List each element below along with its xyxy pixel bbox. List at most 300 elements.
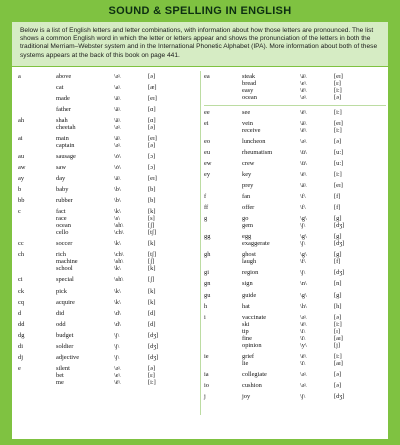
example-word: rheumatism (242, 149, 273, 156)
mw-symbol: \j\ (114, 353, 120, 361)
mw-symbol: \g\ (300, 215, 307, 223)
table-row (204, 371, 386, 378)
mw-symbol: \a\ (114, 83, 121, 91)
mw-symbol: \i\ (300, 327, 306, 335)
example-word: main (56, 135, 69, 143)
mw-symbol-cell (114, 84, 148, 91)
mw-symbol: \j\ (300, 392, 306, 400)
example-word: captain (56, 142, 75, 150)
ipa-symbol-cell (334, 292, 364, 299)
ipa-symbol: [g] (334, 233, 342, 241)
example-word: grief (242, 352, 255, 360)
row-separator (204, 105, 386, 106)
mw-symbol: \sh\ (114, 222, 124, 230)
example-word: sign (242, 280, 253, 288)
example-word-cell (56, 197, 114, 204)
mw-symbol-cell (300, 120, 334, 134)
table-row (204, 204, 386, 211)
example-word: crew (242, 160, 255, 168)
letter-cell: dg (18, 331, 25, 339)
example-word: rubber (56, 197, 73, 205)
mw-symbol-cell (114, 73, 148, 80)
ipa-symbol: [u:] (334, 149, 344, 156)
mw-symbol: \j\ (300, 240, 306, 248)
ipa-symbol: [ə] (334, 370, 342, 378)
ipa-symbol-cell (148, 299, 178, 306)
table-row (18, 332, 200, 339)
ipa-symbol-cell (148, 197, 178, 204)
mw-symbol-cell (300, 303, 334, 310)
example-word-cell (56, 343, 114, 350)
letter-cell: g (204, 215, 208, 223)
example-word: fine (242, 334, 252, 342)
mw-symbol-cell (114, 343, 148, 350)
table-row (204, 251, 386, 265)
table-row (18, 208, 200, 236)
letter-cell: aw (18, 164, 26, 172)
table-row (18, 95, 200, 102)
ipa-symbol-cell (148, 106, 178, 113)
mw-symbol: \ə\ (300, 381, 307, 389)
ipa-symbol: [f] (334, 204, 341, 212)
example-word: odd (56, 320, 66, 328)
letter-cell: di (18, 342, 23, 350)
ipa-symbol-cell (148, 95, 178, 102)
mw-symbol-cell (114, 95, 148, 102)
mw-symbol: \ə\ (114, 364, 121, 372)
mw-symbol: \ä\ (114, 117, 121, 124)
example-word: easy (242, 86, 254, 94)
letter-cell: ck (18, 287, 25, 295)
ipa-symbol: [ɑ] (148, 117, 156, 124)
example-word-cell (56, 175, 114, 182)
example-word: father (56, 105, 71, 113)
ipa-symbol: [ə] (334, 313, 342, 321)
ipa-symbol-cell (334, 314, 364, 349)
example-word-cell (242, 314, 300, 349)
mw-symbol: \f\ (300, 193, 306, 201)
mw-symbol: \f\ (300, 204, 306, 212)
example-word-cell (56, 310, 114, 317)
letter-cell: e (18, 364, 21, 372)
example-word: opinion (242, 341, 262, 349)
ipa-symbol-cell (334, 73, 364, 101)
mw-symbol: \ā\ (300, 72, 307, 80)
table-row (18, 175, 200, 182)
letter-cell: ia (204, 370, 209, 378)
example-word: tip (242, 327, 249, 335)
ipa-symbol-cell (148, 251, 178, 272)
mw-symbol-cell (300, 314, 334, 349)
example-word: gem (242, 222, 254, 230)
ipa-symbol: [i:] (334, 86, 342, 94)
mw-symbol-cell (300, 382, 334, 389)
mw-symbol: \j\ (300, 222, 306, 230)
mw-symbol-cell (114, 354, 148, 361)
example-word-cell (242, 204, 300, 211)
ipa-symbol: [k] (148, 298, 156, 306)
mw-symbol: \d\ (114, 309, 121, 317)
mw-symbol: \ə\ (300, 313, 307, 321)
table-column-left (18, 73, 200, 390)
letter-cell: ey (204, 171, 211, 179)
ipa-symbol: [f] (334, 193, 341, 201)
mw-symbol: \ā\ (114, 135, 121, 143)
ipa-symbol: [b] (148, 186, 156, 194)
example-word: prey (242, 182, 254, 190)
example-word: day (56, 175, 66, 183)
mw-symbol-cell (300, 251, 334, 265)
mw-symbol-cell (114, 365, 148, 386)
ipa-symbol-cell (334, 160, 364, 167)
example-word: race (56, 215, 67, 223)
mw-symbol: \d\ (114, 320, 121, 328)
mw-symbol: \sh\ (114, 276, 124, 284)
example-word: cello (56, 229, 69, 237)
mw-symbol-cell (300, 280, 334, 287)
ipa-symbol: [dʒ] (148, 331, 159, 339)
example-word-cell (56, 321, 114, 328)
example-word: made (56, 94, 70, 102)
ipa-symbol: [j] (334, 341, 341, 349)
table-column-right (204, 73, 386, 404)
example-word: ocean (56, 222, 71, 230)
table-row (204, 269, 386, 276)
mw-symbol-cell (300, 353, 334, 367)
ipa-symbol-cell (334, 204, 364, 211)
ipa-symbol: [ɔ] (148, 153, 156, 161)
ipa-symbol: [k] (148, 208, 156, 216)
mw-symbol: \g\ (300, 233, 307, 241)
example-word: sausage (56, 153, 76, 161)
table-row (18, 84, 200, 91)
ipa-symbol: [eɪ] (148, 94, 157, 102)
mw-symbol: \ē\ (300, 171, 307, 179)
table-row (18, 135, 200, 149)
mw-symbol-cell (300, 193, 334, 200)
ipa-symbol-cell (334, 382, 364, 389)
mw-symbol: \g\ (300, 251, 307, 259)
example-word-cell (242, 382, 300, 389)
example-word: did (56, 309, 65, 317)
ipa-symbol: [ə] (334, 137, 342, 145)
ipa-symbol: [ɑ] (148, 105, 156, 113)
table-row (18, 117, 200, 131)
example-word: collegiate (242, 370, 267, 378)
ipa-symbol: [ɛ] (148, 371, 155, 379)
mw-symbol-cell (114, 164, 148, 171)
mw-symbol-cell (300, 149, 334, 156)
example-word: shah (56, 117, 68, 124)
letter-cell: gg (204, 233, 211, 241)
mw-symbol-cell (300, 109, 334, 116)
ipa-symbol: [i:] (334, 126, 342, 134)
ipa-symbol: [eɪ] (148, 135, 157, 143)
ipa-symbol-cell (334, 280, 364, 287)
ipa-symbol: [k] (148, 265, 156, 273)
example-word: pick (56, 287, 68, 295)
mw-symbol: \ā\ (114, 94, 121, 102)
ipa-symbol-cell (334, 353, 364, 367)
letter-cell: gu (204, 291, 211, 299)
mw-symbol-cell (114, 299, 148, 306)
example-word: cheetah (56, 124, 76, 131)
letter-cell: d (18, 309, 22, 317)
mw-symbol: \ə\ (114, 72, 121, 80)
ipa-symbol-cell (334, 371, 364, 378)
ipa-symbol-cell (334, 193, 364, 200)
ipa-symbol: [ə] (148, 124, 156, 131)
table-row (18, 343, 200, 350)
table-row (204, 138, 386, 145)
mw-symbol: \e\ (114, 371, 121, 379)
example-word: cat (56, 83, 64, 91)
letter-cell (18, 106, 56, 113)
ipa-symbol-cell (148, 332, 178, 339)
example-word-cell (242, 149, 300, 156)
mw-symbol-cell (114, 276, 148, 283)
table-row (18, 310, 200, 317)
ipa-symbol: [g] (334, 291, 342, 299)
example-word: bread (242, 79, 257, 87)
mw-symbol: \ē\ (300, 86, 307, 94)
example-word-cell (242, 251, 300, 265)
letter-cell: ea (204, 72, 210, 80)
mw-symbol: \ā\ (114, 175, 121, 183)
mw-symbol-cell (300, 269, 334, 276)
letter-cell: ff (204, 204, 209, 212)
mw-symbol-cell (114, 153, 148, 160)
example-word: special (56, 276, 74, 284)
ipa-symbol: [aɪ] (334, 334, 343, 342)
example-word-cell (242, 73, 300, 101)
mw-symbol: \n\ (300, 280, 307, 288)
ipa-symbol: [eɪ] (334, 182, 343, 190)
example-word: soldier (56, 342, 74, 350)
mw-symbol: \ü\ (300, 160, 307, 168)
mw-symbol: \y\ (300, 341, 307, 349)
mw-symbol-cell (114, 197, 148, 204)
table-row (18, 197, 200, 204)
letter-cell: ei (204, 119, 209, 127)
ipa-symbol: [ə] (334, 381, 342, 389)
ipa-symbol: [i:] (334, 108, 342, 116)
mw-symbol: \ə\ (300, 370, 307, 378)
example-word-cell (56, 164, 114, 171)
example-word-cell (56, 153, 114, 160)
mw-symbol: \ā\ (300, 119, 307, 127)
table-row (204, 353, 386, 367)
ipa-symbol-cell (148, 288, 178, 295)
example-word: baby (56, 186, 69, 194)
example-word-cell (242, 233, 300, 247)
ipa-symbol: [g] (334, 251, 342, 259)
mw-symbol-cell (114, 310, 148, 317)
example-word-cell (242, 303, 300, 310)
mw-symbol: \ȯ\ (114, 164, 121, 172)
table-row (18, 365, 200, 386)
mw-symbol: \s\ (114, 215, 121, 223)
example-word: machine (56, 258, 78, 266)
example-word: luncheon (242, 137, 266, 145)
mw-symbol: \j\ (114, 331, 120, 339)
letter-cell (204, 182, 242, 189)
letter-cell: j (204, 392, 206, 400)
example-word: ski (242, 320, 250, 328)
ipa-symbol-cell (148, 240, 178, 247)
mw-symbol-cell (300, 215, 334, 229)
mw-symbol: \e\ (300, 79, 307, 87)
example-word-cell (56, 135, 114, 149)
table-row (204, 149, 386, 156)
mw-symbol: \f\ (300, 258, 306, 266)
table-row (204, 303, 386, 310)
mw-symbol-cell (114, 106, 148, 113)
mw-symbol: \b\ (114, 186, 121, 194)
ipa-symbol: [i:] (334, 320, 342, 328)
table-row (204, 215, 386, 229)
ipa-symbol: [f] (334, 258, 341, 266)
example-word-cell (56, 332, 114, 339)
ipa-symbol-cell (148, 310, 178, 317)
mw-symbol: \g\ (300, 291, 307, 299)
example-word-cell (242, 193, 300, 200)
ipa-symbol: [æ] (148, 83, 157, 91)
letter-cell: cc (18, 240, 24, 248)
example-word: guide (242, 291, 257, 299)
mw-symbol-cell (300, 292, 334, 299)
table-row (204, 233, 386, 247)
table-row (204, 382, 386, 389)
ipa-symbol: [dʒ] (334, 392, 345, 400)
ipa-symbol: [ɛ] (334, 79, 341, 87)
example-word-cell (242, 269, 300, 276)
letter-cell: i (204, 313, 206, 321)
ipa-symbol-cell (334, 138, 364, 145)
example-word: adjective (56, 353, 80, 361)
ipa-symbol: [g] (334, 215, 342, 223)
table-row (204, 160, 386, 167)
example-word-cell (242, 393, 300, 400)
mw-symbol-cell (300, 160, 334, 167)
example-word-cell (242, 182, 300, 189)
letter-cell: ee (204, 108, 210, 116)
ipa-symbol: [ɔ] (148, 164, 156, 172)
mw-symbol: \ȯ\ (114, 153, 121, 161)
table-row (18, 164, 200, 171)
letter-cell: ci (18, 276, 23, 284)
example-word: ocean (242, 93, 257, 101)
mw-symbol-cell (300, 138, 334, 145)
example-word: exaggerate (242, 240, 270, 248)
letter-cell: h (204, 302, 208, 310)
ipa-symbol-cell (148, 354, 178, 361)
ipa-symbol: [i:] (148, 378, 156, 386)
mw-symbol: \ē\ (300, 126, 307, 134)
example-word: offer (242, 204, 255, 212)
ipa-symbol: [i:] (334, 352, 342, 360)
ipa-symbol-cell (334, 120, 364, 134)
example-word: fan (242, 193, 251, 201)
ipa-symbol-cell (148, 208, 178, 236)
letter-cell: a (18, 72, 21, 80)
mw-symbol-cell (114, 251, 148, 272)
example-word: above (56, 72, 72, 80)
example-word: silent (56, 364, 70, 372)
ipa-symbol: [d] (148, 320, 156, 328)
example-word-cell (56, 365, 114, 386)
mw-symbol-cell (114, 175, 148, 182)
example-word: soccer (56, 240, 73, 248)
letter-cell: au (18, 153, 25, 161)
ipa-symbol: [s] (148, 215, 155, 223)
ipa-symbol-cell (334, 393, 364, 400)
example-word: budget (56, 331, 74, 339)
mw-symbol: \ü\ (300, 149, 307, 156)
letter-cell (18, 84, 56, 91)
mw-symbol-cell (300, 393, 334, 400)
mw-symbol: \h\ (300, 302, 307, 310)
ipa-symbol: [ɪ] (334, 327, 341, 335)
mw-symbol-cell (300, 73, 334, 101)
mw-symbol-cell (300, 182, 334, 189)
table-row (204, 314, 386, 349)
mw-symbol-cell (114, 288, 148, 295)
letter-cell (18, 95, 56, 102)
letter-cell: bb (18, 197, 25, 205)
letter-cell: eu (204, 149, 211, 156)
example-word-cell (56, 106, 114, 113)
example-word-cell (56, 276, 114, 283)
letter-cell: b (18, 186, 22, 194)
ipa-symbol: [ə] (148, 72, 156, 80)
mw-symbol-cell (114, 332, 148, 339)
ipa-symbol-cell (148, 321, 178, 328)
column-divider (200, 71, 201, 415)
letter-cell: ah (18, 117, 25, 124)
table-row (204, 280, 386, 287)
ipa-symbol: [d] (148, 309, 156, 317)
example-word-cell (56, 84, 114, 91)
example-word-cell (56, 251, 114, 272)
table-row (18, 186, 200, 193)
ipa-symbol: [k] (148, 240, 156, 248)
mw-symbol-cell (300, 371, 334, 378)
letter-cell: gh (204, 251, 211, 259)
ipa-symbol: [n] (334, 280, 342, 288)
example-word-cell (242, 280, 300, 287)
example-word-cell (242, 371, 300, 378)
table-row (18, 354, 200, 361)
mw-symbol: \ē\ (300, 352, 307, 360)
mw-symbol: \ē\ (114, 378, 121, 386)
ipa-symbol-cell (148, 135, 178, 149)
ipa-symbol-cell (148, 73, 178, 80)
example-word: vaccinate (242, 313, 267, 321)
ipa-symbol: [eɪ] (334, 119, 343, 127)
letter-cell: gn (204, 280, 211, 288)
ipa-symbol-cell (334, 171, 364, 178)
letter-cell: f (204, 193, 207, 201)
ipa-symbol-cell (148, 186, 178, 193)
example-word-cell (56, 95, 114, 102)
example-word: go (242, 215, 249, 223)
letter-cell: c (18, 208, 21, 216)
table-row (18, 106, 200, 113)
letter-cell: dj (18, 353, 23, 361)
table-row (204, 73, 386, 101)
pronunciation-table (12, 67, 388, 425)
